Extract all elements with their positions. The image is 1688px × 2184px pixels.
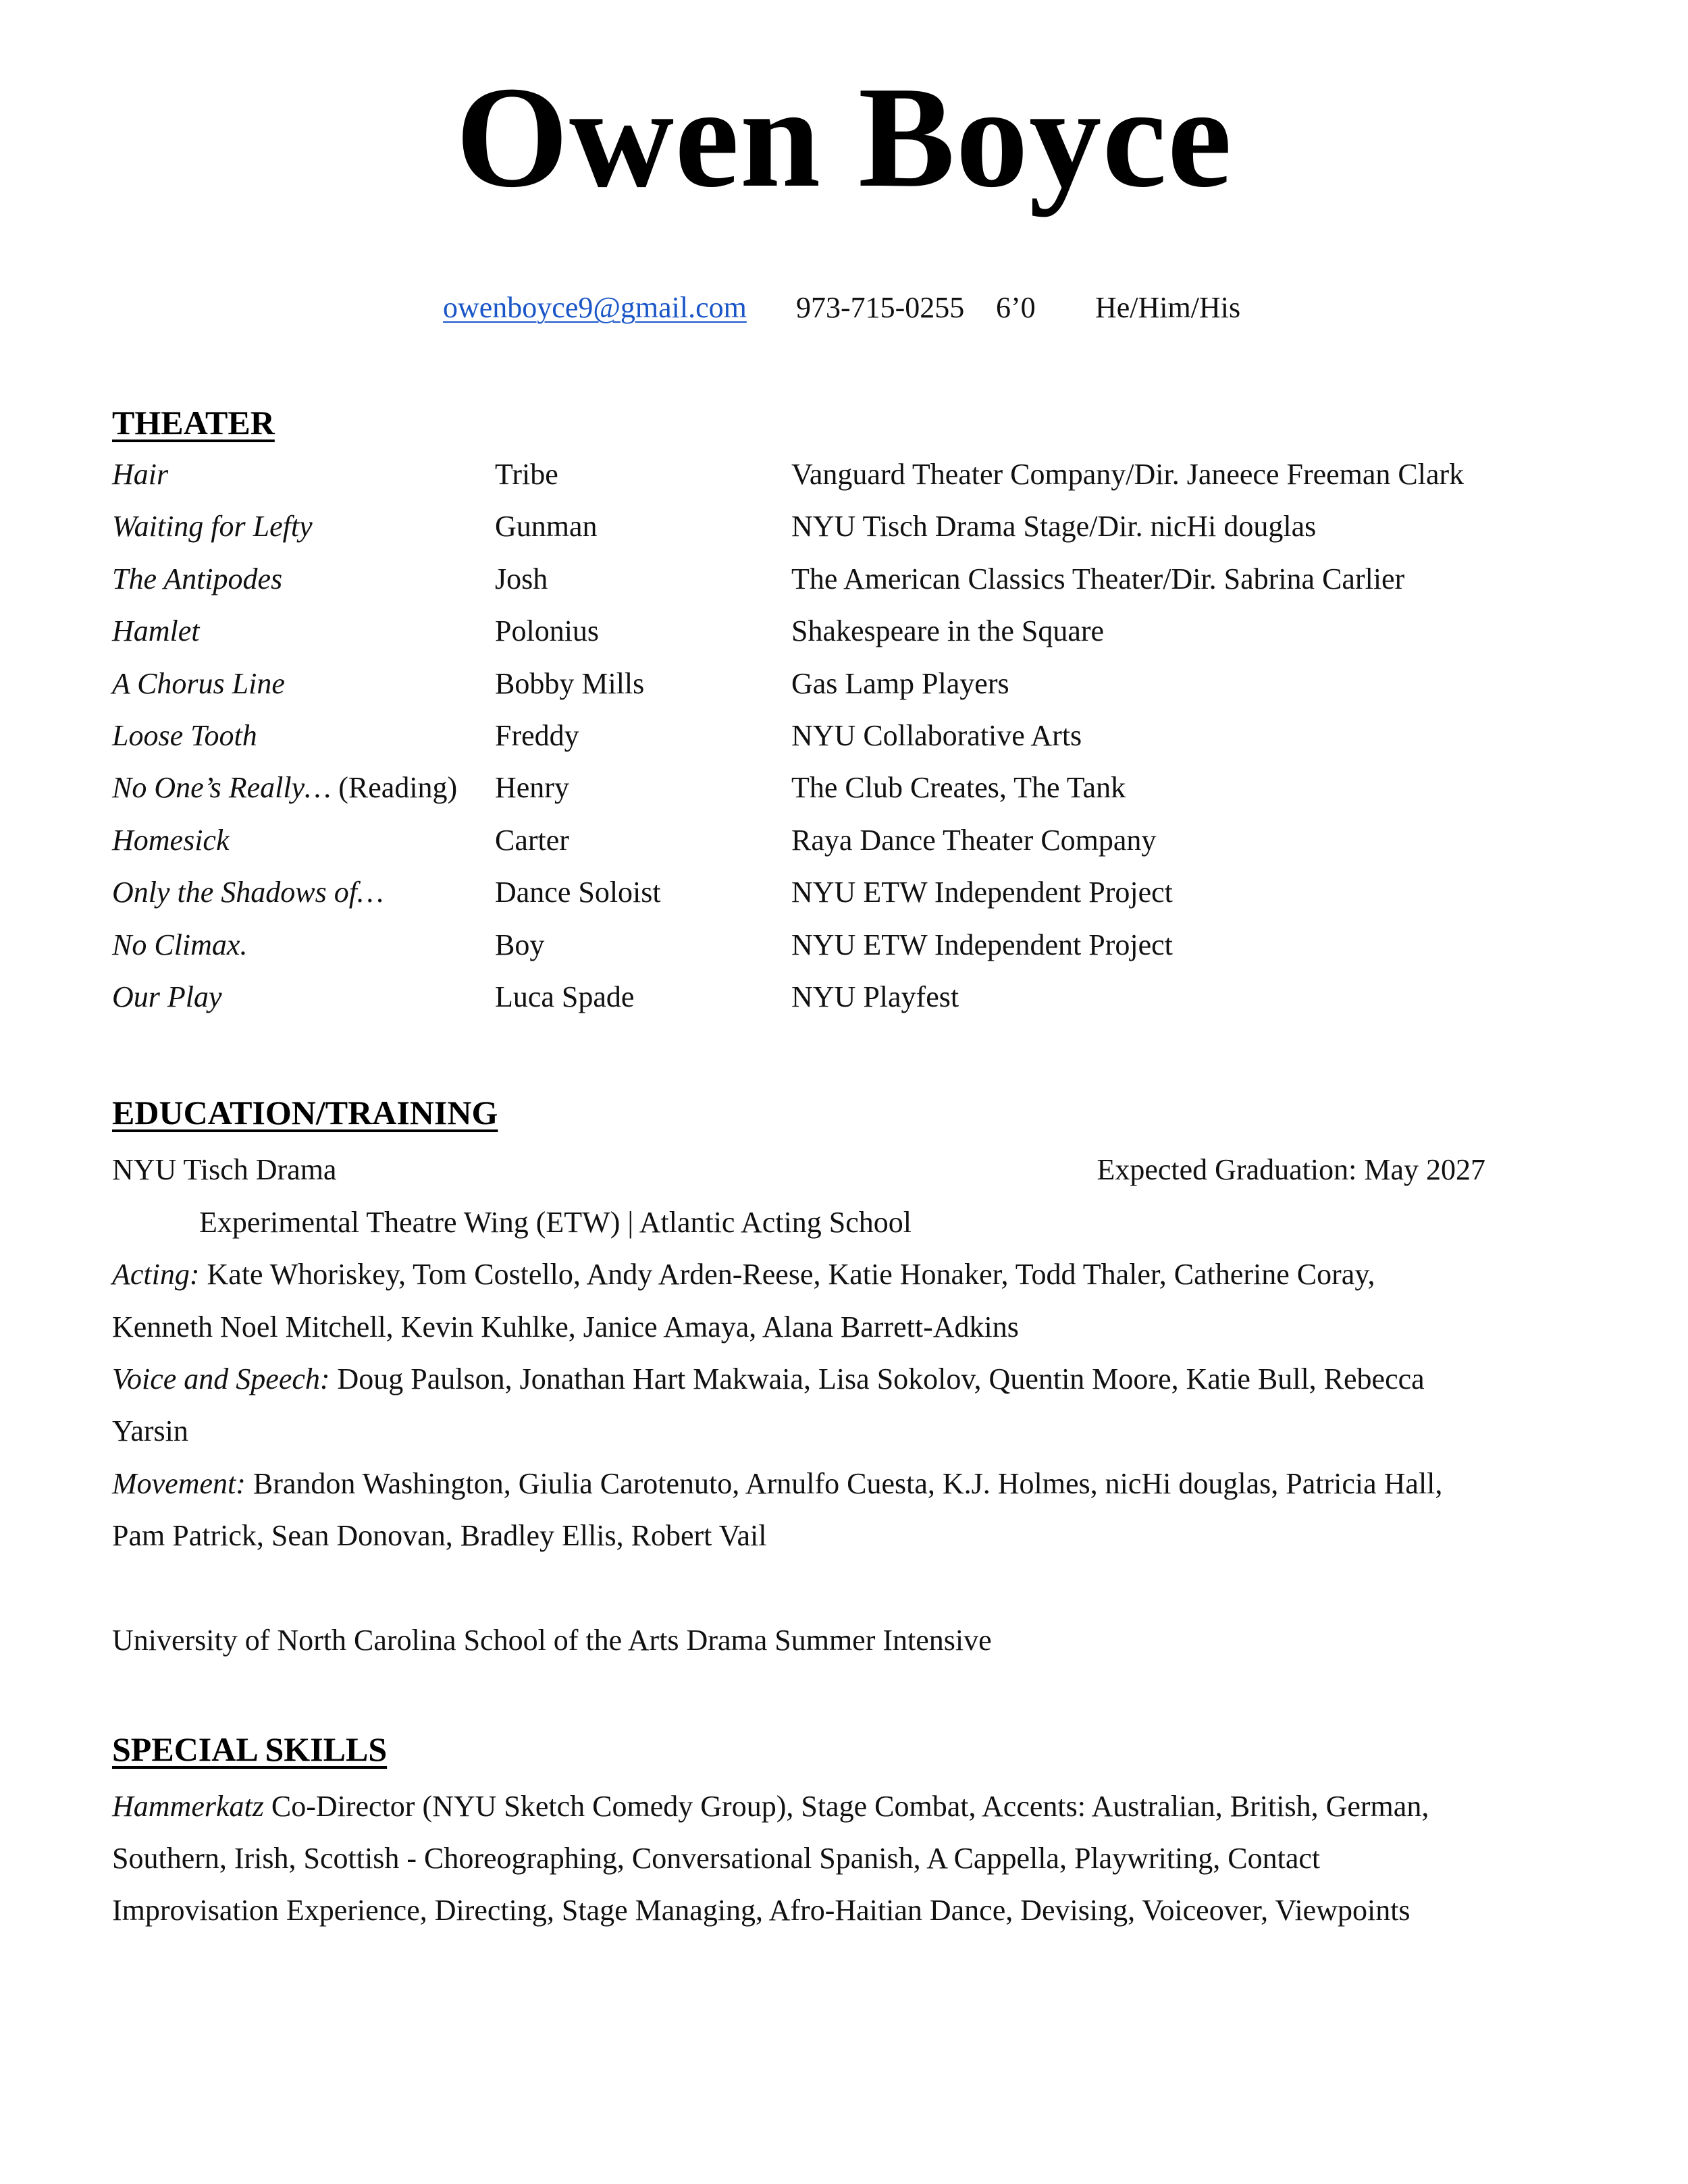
- voice-label: Voice and Speech:: [112, 1362, 330, 1395]
- credit-row: [112, 925, 1625, 977]
- credit-role: Dance Soloist: [495, 876, 661, 909]
- credit-row: [112, 872, 1625, 924]
- credit-row: [112, 454, 1625, 506]
- credit-company: NYU Tisch Drama Stage/Dir. nicHi douglas: [791, 510, 1317, 543]
- voice-teachers: [112, 1359, 1425, 1400]
- credit-company: NYU ETW Independent Project: [791, 928, 1173, 961]
- pronouns: He/Him/His: [1095, 291, 1241, 324]
- show-title: No One’s Really…: [112, 771, 332, 805]
- credit-show: [112, 506, 313, 547]
- skills-line: Southern, Irish, Scottish - Choreographing, Conversational Spanish, A Cappella, Playwriting, Contact: [112, 1842, 1321, 1875]
- voice-teachers-cont: Yarsin: [112, 1414, 188, 1447]
- credit-role: Bobby Mills: [495, 666, 645, 700]
- show-title: Loose Tooth: [112, 718, 257, 752]
- movement-teachers-cont: Pam Patrick, Sean Donovan, Bradley Ellis, Robert Vail: [112, 1519, 767, 1552]
- show-title: The Antipodes: [112, 562, 283, 595]
- program-line: Experimental Theatre Wing (ETW) | Atlantic Acting School: [199, 1206, 912, 1239]
- email-link[interactable]: owenboyce9@gmail.com: [443, 291, 747, 324]
- other-program: University of North Carolina School of the Arts Drama Summer Intensive: [112, 1624, 992, 1657]
- credit-show: [112, 454, 168, 495]
- credit-row: [112, 820, 1625, 872]
- credit-show: [112, 820, 230, 861]
- show-note: (Reading): [331, 771, 458, 805]
- school-name: NYU Tisch Drama: [112, 1153, 337, 1186]
- credit-row: [112, 559, 1625, 611]
- show-title: Hair: [112, 458, 169, 491]
- movement-names: Brandon Washington, Giulia Carotenuto, Arnulfo Cuesta, K.J. Holmes, nicHi douglas, Patricia Hall,: [245, 1467, 1443, 1500]
- movement-teachers: [112, 1464, 1442, 1504]
- credit-role: Freddy: [495, 718, 579, 752]
- credit-row: [112, 664, 1625, 716]
- skills-group: Hammerkatz: [112, 1790, 264, 1823]
- contact-line: [0, 288, 1688, 328]
- credit-company: Vanguard Theater Company/Dir. Janeece Freeman Clark: [791, 458, 1465, 491]
- voice-names: Doug Paulson, Jonathan Hart Makwaia, Lisa Sokolov, Quentin Moore, Katie Bull, Rebecca: [329, 1362, 1425, 1395]
- graduation-date: Expected Graduation: May 2027: [1097, 1153, 1485, 1186]
- acting-label: Acting:: [112, 1258, 200, 1291]
- credit-role: Polonius: [495, 614, 600, 648]
- acting-teachers: [112, 1254, 1375, 1295]
- acting-teachers-cont: Kenneth Noel Mitchell, Kevin Kuhlke, Janice Amaya, Alana Barrett-Adkins: [112, 1310, 1019, 1343]
- credit-show: [112, 925, 247, 965]
- credit-show: [112, 768, 457, 808]
- show-title: Only the Shadows of…: [112, 876, 384, 909]
- credit-show: [112, 716, 257, 756]
- theater-credits: [112, 454, 1625, 1029]
- credit-company: The Club Creates, The Tank: [791, 771, 1126, 805]
- credit-role: Tribe: [495, 458, 558, 491]
- credit-show: [112, 664, 285, 704]
- credit-show: [112, 559, 282, 600]
- credit-row: [112, 611, 1625, 663]
- credit-company: NYU Playfest: [791, 980, 959, 1013]
- phone-number: 973-715-0255: [796, 291, 965, 324]
- show-title: Waiting for Lefty: [112, 510, 313, 543]
- credit-role: Gunman: [495, 510, 598, 543]
- movement-label: Movement:: [112, 1467, 246, 1500]
- show-title: Hamlet: [112, 614, 200, 648]
- credit-role: Luca Spade: [495, 980, 635, 1013]
- credit-role: Carter: [495, 823, 569, 857]
- credit-row: [112, 716, 1625, 768]
- actor-name: Owen Boyce: [455, 56, 1233, 217]
- credit-row: [112, 768, 1625, 820]
- show-title: A Chorus Line: [112, 666, 285, 700]
- credit-company: Gas Lamp Players: [791, 666, 1009, 700]
- show-title: No Climax.: [112, 928, 248, 961]
- show-title: Homesick: [112, 823, 230, 857]
- credit-company: Shakespeare in the Square: [791, 614, 1105, 648]
- skills-text: Co-Director (NYU Sketch Comedy Group), Stage Combat, Accents: Australian, British, German,: [263, 1790, 1429, 1823]
- credit-company: Raya Dance Theater Company: [791, 823, 1157, 857]
- credit-company: NYU ETW Independent Project: [791, 876, 1173, 909]
- credit-row: [112, 977, 1625, 1029]
- credit-show: [112, 977, 222, 1017]
- education-heading: EDUCATION/TRAINING: [112, 1094, 498, 1131]
- credit-row: [112, 506, 1625, 558]
- credit-role: Boy: [495, 928, 545, 961]
- skills-line: Improvisation Experience, Directing, Stage Managing, Afro-Haitian Dance, Devising, Voiceover, Viewpoints: [112, 1894, 1410, 1927]
- credit-role: Josh: [495, 562, 548, 595]
- credit-show: [112, 611, 200, 651]
- theater-heading: THEATER: [112, 404, 275, 442]
- show-title: Our Play: [112, 980, 222, 1013]
- skills-line: [112, 1786, 1429, 1827]
- height-value: 6’0: [996, 291, 1036, 324]
- acting-names: Kate Whoriskey, Tom Costello, Andy Arden-Reese, Katie Honaker, Todd Thaler, Catherine Coray,: [199, 1258, 1375, 1291]
- credit-show: [112, 872, 384, 913]
- credit-role: Henry: [495, 771, 569, 805]
- credit-company: NYU Collaborative Arts: [791, 718, 1082, 752]
- skills-heading: SPECIAL SKILLS: [112, 1730, 388, 1768]
- credit-company: The American Classics Theater/Dir. Sabrina Carlier: [791, 562, 1405, 595]
